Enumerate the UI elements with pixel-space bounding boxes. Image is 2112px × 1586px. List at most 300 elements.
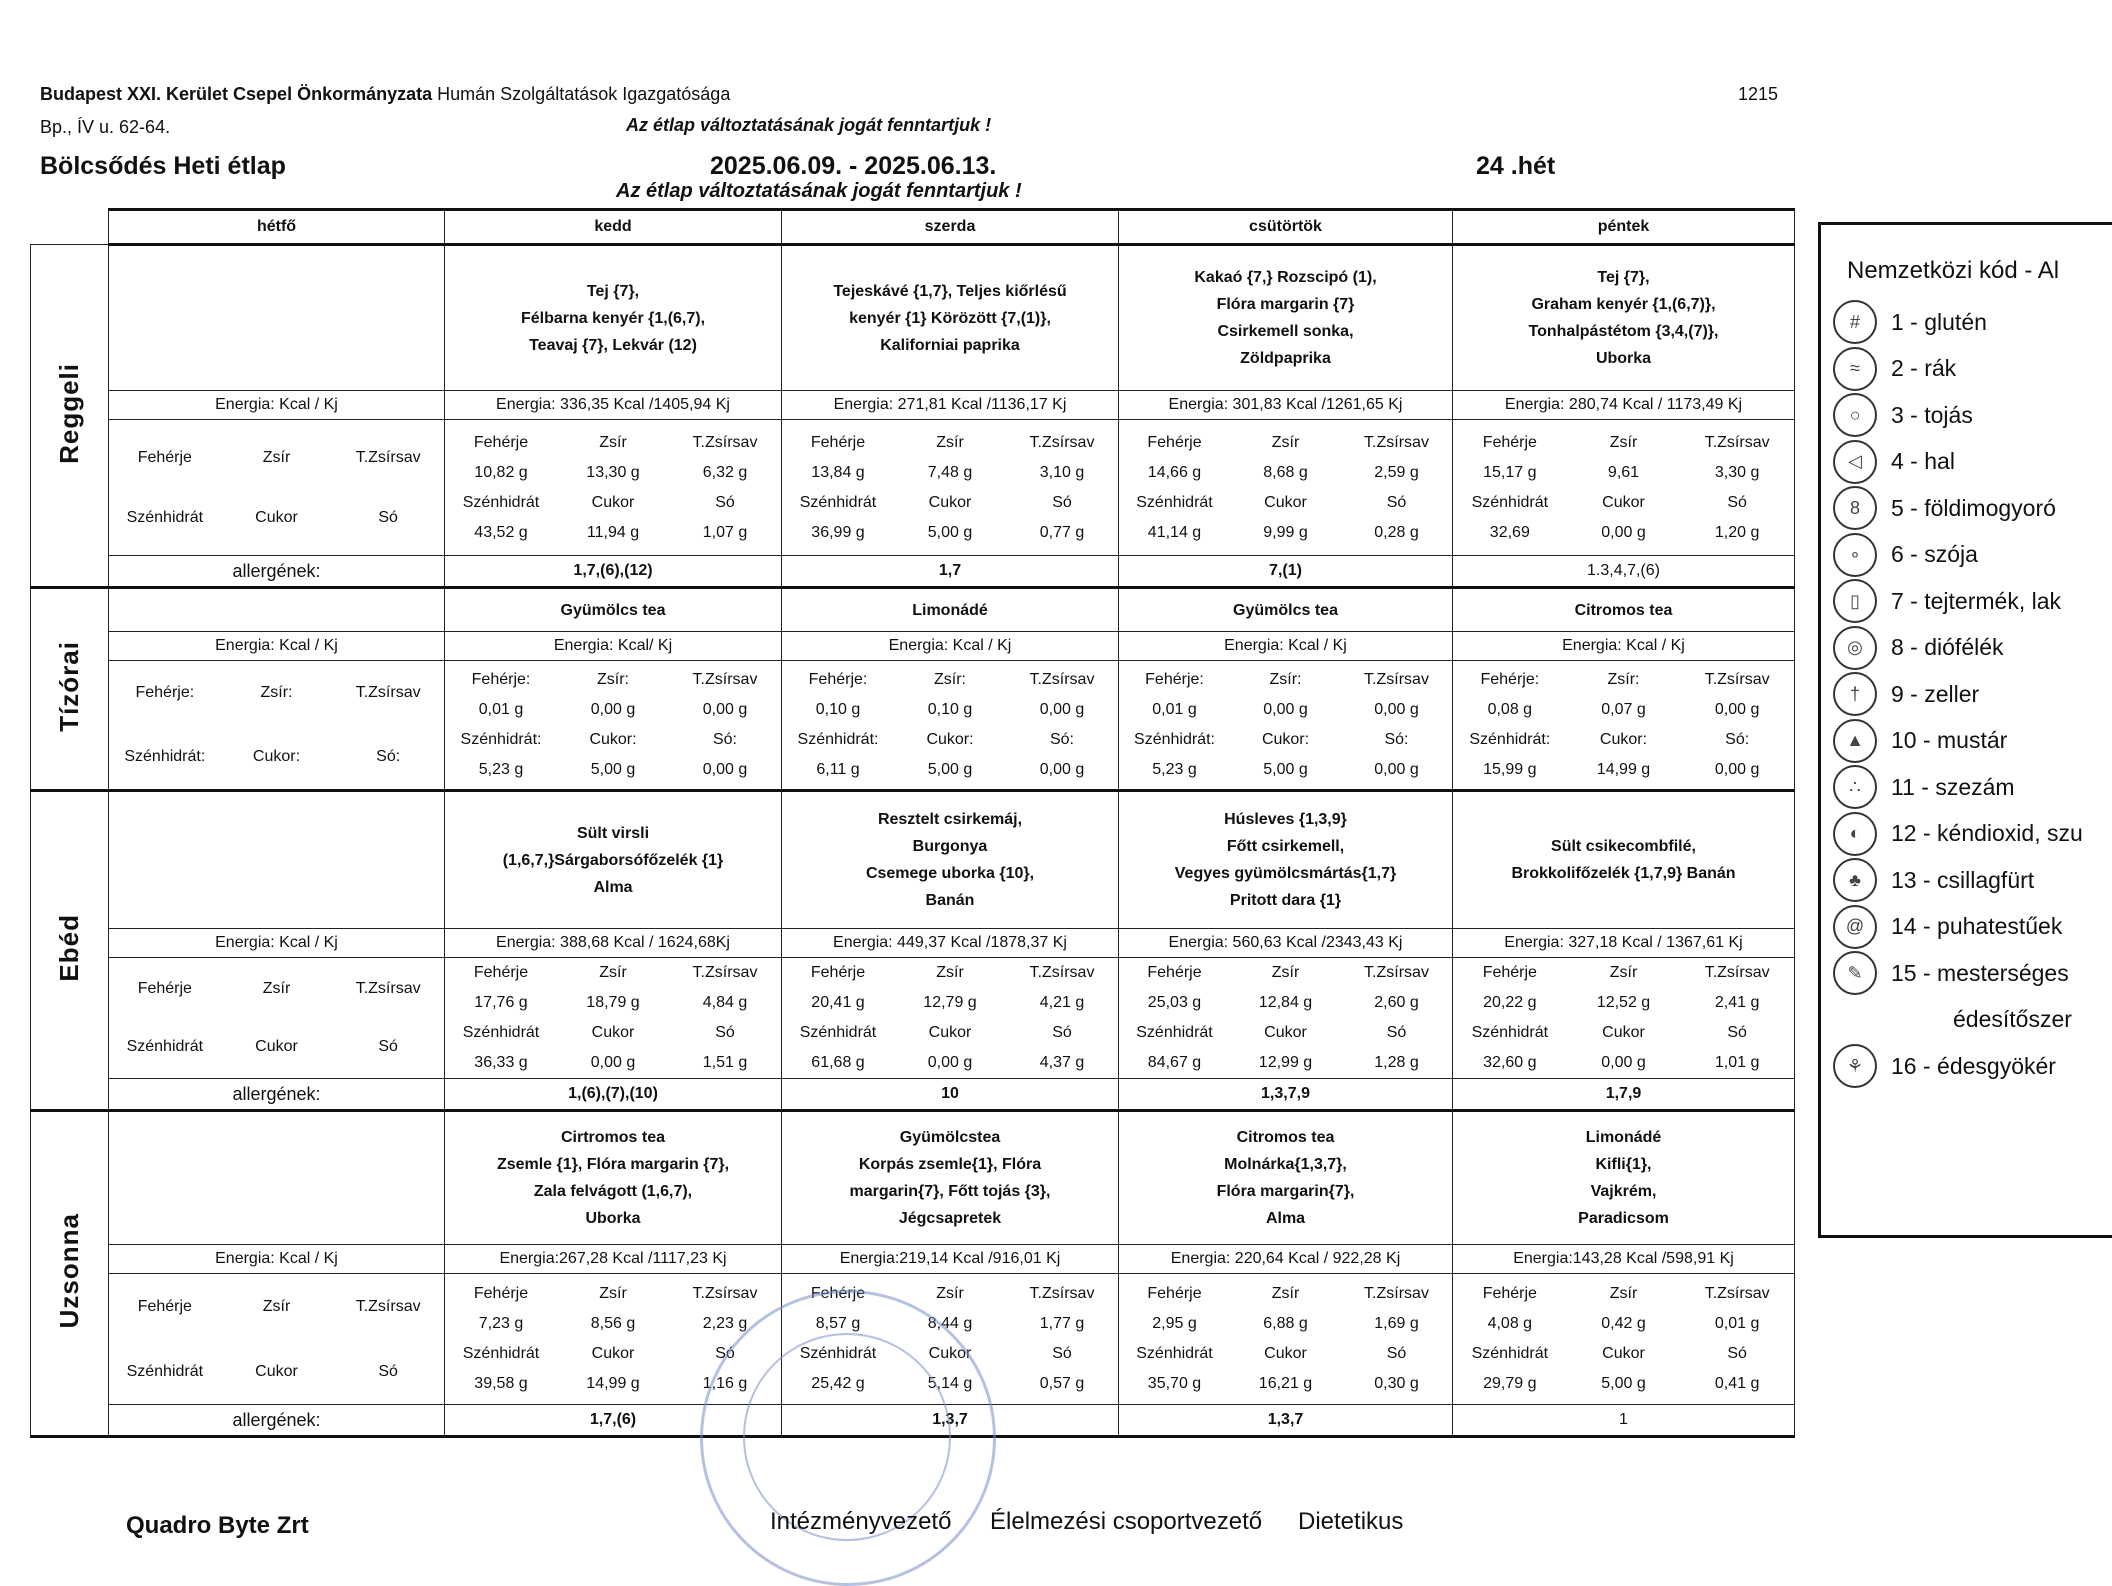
energy-cell: Energia: 336,35 Kcal /1405,94 Kj [445,391,782,420]
dish-text: Cirtromos tea Zsemle {1}, Flóra margarin {7}, Zala felvágott (1,6,7), Uborka [496,1129,730,1227]
nut-value: 2,95 g [1152,1315,1197,1332]
nut-value: 1,16 g [702,1375,748,1392]
legend-item-text: 7 - tejtermék, lak [1891,587,2061,614]
nut-value: 12,99 g [1258,1054,1313,1071]
dish-cell [445,245,782,391]
nut-value: 0,57 g [1039,1375,1085,1392]
energy-cell: Energia: 301,83 Kcal /1261,65 Kj [1119,391,1453,420]
nutrient-cell [109,1274,445,1405]
nut-label: Só [1052,493,1072,511]
allergens-cell: 1,3,7 [1119,1405,1453,1437]
org-line [40,84,730,105]
label-szenhidrat: Szénhidrát [126,508,204,526]
nut-value: 0,00 g [1714,701,1760,718]
nut-value: 29,79 g [1483,1375,1537,1392]
nut-value: 7,48 g [927,463,973,481]
nut-label: Szénhidrát [126,1362,204,1380]
dish-cell [445,791,782,929]
dish-text: Limonádé Kifli{1}, Vajkrém, Paradicsom [1578,1129,1669,1227]
legend-item-text: 14 - puhatestűek [1891,913,2063,940]
nut-label: Cukor [928,1024,972,1041]
address: Bp., ÍV u. 62-64. [40,117,171,137]
label-zsir: Zsír [262,448,291,466]
nut-label: T.Zsírsav [1029,433,1095,451]
energy-cell: Energia: Kcal / Kj [109,391,445,420]
nut-value: 1,69 g [1374,1315,1419,1332]
nut-value: 0,00 g [927,1054,973,1071]
nut-label: Fehérje: [1480,671,1540,688]
nut-value: 2,23 g [702,1315,748,1332]
company-name: Quadro Byte Zrt [126,1512,309,1539]
nut-label: Szénhidrát [1471,493,1549,511]
nut-label: Zsír [262,1297,291,1315]
nut-label: Cukor [1264,493,1307,511]
dish-cell [109,1111,445,1245]
nutrient-cell [1453,1274,1795,1405]
energy-cell: Energia: 327,18 Kcal / 1367,61 Kj [1453,929,1795,958]
nut-label: Szénhidrát [799,1024,877,1041]
nut-value: 0,77 g [1039,523,1085,541]
nut-label: Cukor [591,1024,635,1041]
milk-icon: ▯ [1833,579,1877,623]
dish-cell [445,1111,782,1245]
change-notice: Az étlap változtatásának jogát fenntartjuk ! [626,115,992,135]
nut-value: 5,23 g [1152,761,1197,778]
nut-label: Cukor [1602,493,1645,511]
nut-value: 0,30 g [1374,1375,1419,1392]
nut-value: 15,99 g [1483,761,1537,778]
nut-label: Só [1386,1345,1407,1362]
nut-value: 4,21 g [1039,994,1085,1011]
energy-cell: Energia: 560,63 Kcal /2343,43 Kj [1119,929,1453,958]
nut-label: Só [1052,1345,1072,1362]
dish-text: Gyümölcstea Korpás zsemle{1}, Flóra margarin{7}, Főtt tojás {3}, Jégcsapretek [849,1129,1051,1227]
nut-label: Fehérje [1147,1285,1202,1302]
energy-cell: Energia: Kcal / Kj [782,632,1119,661]
nut-label: Cukor [591,1345,635,1362]
nut-value: 0,00 g [1039,761,1085,778]
energy-cell: Energia: 388,68 Kcal / 1624,68Kj [445,929,782,958]
legend-item-text: 10 - mustár [1891,727,2008,754]
nut-label: Fehérje [1147,964,1202,981]
nut-label: T.Zsírsav [1364,964,1429,981]
nut-label: Só [715,493,735,511]
nut-label: T.Zsírsav [1029,964,1095,981]
nut-value: 0,00 g [1601,1054,1646,1071]
legend-item [1833,904,2112,951]
nut-label: T.Zsírsav [1029,671,1095,688]
signature-catering-lead: Élelmezési csoportvezető [990,1508,1263,1535]
nut-value: 1,77 g [1039,1315,1085,1332]
nut-value: 14,99 g [586,1375,640,1392]
legend-item [1833,625,2112,672]
nut-value: 2,59 g [1374,463,1419,481]
nut-value: 2,60 g [1374,994,1419,1011]
nut-label: Zsír [1271,433,1300,451]
nut-value: 1,07 g [702,523,748,541]
nut-label: Zsír [936,433,964,451]
meal-label-cell [31,1111,109,1437]
nut-value: 5,00 g [590,761,636,778]
nut-value: 7,23 g [478,1315,524,1332]
dish-text: Tejeskávé {1,7}, Teljes kiőrlésű kenyér {1} Körözött {7,(1)}, Kaliforniai paprika [833,282,1067,354]
nut-label: Cukor: [252,748,301,765]
nut-label: Cukor [255,1038,298,1055]
nut-value: 0,00 g [590,701,636,718]
legend-item-text: 2 - rák [1891,355,1957,382]
legend-item [1833,764,2112,811]
nut-label: Fehérje: [471,671,531,688]
celery-icon: † [1833,672,1877,716]
nut-label: Cukor [928,493,972,511]
nut-value: 10,82 g [474,463,528,481]
nut-value: 84,67 g [1147,1054,1202,1071]
nut-label: Szénhidrát [799,493,877,511]
nut-label: Szénhidrát [1136,493,1213,511]
nut-value: 12,84 g [1258,994,1313,1011]
nut-label: Fehérje [473,1285,529,1302]
day-header-friday: péntek [1453,210,1795,245]
nut-label: T.Zsírsav [692,964,758,981]
nut-label: Fehérje: [135,684,195,701]
nut-label: T.Zsírsav [692,671,758,688]
lupin-icon: ♣ [1833,858,1877,902]
allergens-label: allergének: [109,1405,445,1437]
legend-item-continuation: édesítőszer [1953,1006,2072,1033]
day-header-wednesday: szerda [782,210,1119,245]
nut-value: 8,56 g [590,1315,636,1332]
day-header-thursday: csütörtök [1119,210,1453,245]
code-number: 1215 [1738,84,1779,104]
nut-label: Szénhidrát [799,1345,877,1362]
nut-label: T.Zsírsav [355,980,421,997]
dish-cell [1119,791,1453,929]
signature-institution-head: Intézményvezető [770,1508,952,1535]
dish-cell [109,588,445,632]
nut-label: Cukor: [1261,731,1310,748]
nut-value: 0,00 g [1601,523,1646,541]
nut-label: Szénhidrát: [1134,731,1215,748]
label-feherje: Fehérje [137,448,192,466]
org-name: Budapest XXI. Kerület Csepel Önkormányzata [40,84,433,104]
nutrient-cell [782,661,1119,791]
nut-label: Fehérje [810,433,866,451]
nut-value: 43,52 g [474,523,528,541]
nut-label: Szénhidrát [462,493,540,511]
nut-label: T.Zsírsav [355,684,421,701]
nutrient-cell [1453,661,1795,791]
legend-item-text: 13 - csillagfürt [1891,866,2035,893]
nut-label: Cukor [591,493,635,511]
dish-cell: Gyümölcs tea [1119,588,1453,632]
nutrient-cell [109,661,445,791]
allergens-label: allergének: [109,556,445,588]
nut-value: 0,01 g [1152,701,1197,718]
nutrient-cell [109,420,445,556]
nut-value: 14,99 g [1596,761,1651,778]
nut-value: 0,00 g [702,761,748,778]
meal-label-cell [31,245,109,588]
nut-value: 0,08 g [1487,701,1533,718]
nut-value: 32,60 g [1483,1054,1537,1071]
dish-cell [782,245,1119,391]
nut-label: Cukor [1264,1345,1307,1362]
fish-icon: ◁ [1833,440,1877,484]
menu-title: Bölcsődés Heti étlap [40,152,286,180]
dish-text: Kakaó {7,} Rozscipó (1), Flóra margarin {7} Csirkemell sonka, Zöldpaprika [1194,269,1377,367]
legend-item-text: 6 - szója [1891,541,1978,568]
energy-cell: Energia:143,28 Kcal /598,91 Kj [1453,1245,1795,1274]
dish-text: Citromos tea Molnárka{1,3,7}, Flóra margarin{7}, Alma [1216,1129,1355,1227]
nutrient-cell [1453,958,1795,1079]
legend-item [1833,857,2112,904]
nut-label: T.Zsírsav [1704,433,1770,451]
nut-value: 0,00 g [1039,701,1085,718]
nut-value: 5,00 g [927,523,973,541]
nut-label: Fehérje [137,980,192,997]
nut-label: Só [1727,493,1747,511]
nut-label: Fehérje [810,964,866,981]
nut-value: 0,01 g [478,701,524,718]
nut-value: 5,14 g [927,1375,973,1392]
dish-cell: Gyümölcs tea [445,588,782,632]
nut-label: Zsír [1271,964,1300,981]
nut-label: Só [1727,1024,1747,1041]
nut-label: Zsír [599,433,627,451]
nut-label: Zsír [1609,1285,1638,1302]
nut-label: Fehérje [1482,1285,1537,1302]
nut-value: 0,07 g [1601,701,1646,718]
nut-label: Fehérje: [1145,671,1204,688]
legend-item [1833,346,2112,393]
allergens-cell: 1,7,(6),(12) [445,556,782,588]
legend-item-text: 9 - zeller [1891,680,1980,707]
sulphite-icon: ◐ [1833,812,1877,856]
nut-value: 4,08 g [1487,1315,1533,1332]
label-so: Só [378,508,398,526]
nut-value: 39,58 g [474,1375,528,1392]
dish-cell [1119,245,1453,391]
nut-value: 5,00 g [1263,761,1308,778]
allergens-cell: 1.3,4,7,(6) [1453,556,1795,588]
nut-label: Cukor [928,1345,972,1362]
nut-label: Só [378,1038,398,1055]
meal-label-uzsonna: Uzsonna [54,1213,84,1329]
nutrient-cell [1119,661,1453,791]
nut-label: Cukor: [1599,731,1648,748]
dish-cell [782,791,1119,929]
nut-value: 8,68 g [1263,463,1308,481]
nut-label: Zsír [1609,964,1638,981]
nut-label: Só: [1049,731,1074,748]
mollusc-icon: @ [1833,905,1877,949]
nut-label: Só: [1384,731,1409,748]
nut-label: Cukor [1602,1024,1645,1041]
energy-cell: Energia: Kcal / Kj [109,929,445,958]
nutrient-cell [445,420,782,556]
label-cukor: Cukor [255,508,298,526]
nut-label: Szénhidrát [126,1038,204,1055]
nut-value: 20,22 g [1483,994,1537,1011]
soy-icon: ∘ [1833,533,1877,577]
legend-item-text: 5 - földimogyoró [1891,494,2056,521]
nut-value: 5,00 g [1601,1375,1646,1392]
dish-cell: Limonádé [782,588,1119,632]
nut-value: 32,69 [1489,523,1530,541]
nut-value: 8,57 g [815,1315,861,1332]
nutrient-cell [1453,420,1795,556]
wheat-icon: # [1833,300,1877,344]
nut-label: Só [715,1345,735,1362]
dish-cell [1453,791,1795,929]
nut-label: Zsír [1271,1285,1300,1302]
signature-dietitian: Dietetikus [1298,1508,1404,1535]
nut-value: 0,42 g [1601,1315,1646,1332]
nut-label: Zsír [1609,433,1638,451]
nut-value: 0,41 g [1714,1375,1760,1392]
allergens-cell: 1,7,9 [1453,1079,1795,1111]
nut-label: T.Zsírsav [692,433,758,451]
nut-value: 4,84 g [702,994,748,1011]
nut-value: 9,61 [1607,463,1640,481]
nut-label: Fehérje [1482,964,1537,981]
nut-label: Szénhidrát: [797,731,879,748]
nutrient-cell [782,958,1119,1079]
nut-value: 0,00 g [1374,701,1419,718]
nut-label: Fehérje [810,1285,866,1302]
nut-label: T.Zsírsav [1029,1285,1095,1302]
nut-label: Zsír [599,964,627,981]
nut-label: Só: [376,748,401,765]
nut-label: Szénhidrát [1471,1024,1549,1041]
nut-value: 18,79 g [586,994,640,1011]
nut-label: Fehérje [1147,433,1202,451]
legend-item-text: 1 - glutén [1891,308,1987,335]
legend-item-text: 16 - édesgyökér [1891,1052,2056,1079]
energy-cell: Energia: Kcal / Kj [1453,632,1795,661]
nut-label: Szénhidrát [1471,1345,1549,1362]
legend-item [1833,299,2112,346]
nut-value: 15,17 g [1483,463,1537,481]
legend-item [1833,718,2112,765]
nut-value: 16,21 g [1258,1375,1313,1392]
nut-value: 1,51 g [702,1054,748,1071]
day-header-monday: hétfő [109,210,445,245]
nut-label: Fehérje [473,964,529,981]
nut-value: 5,00 g [927,761,973,778]
nut-label: T.Zsírsav [692,1285,758,1302]
allergen-legend [1818,222,2112,1238]
nut-label: Cukor: [926,731,974,748]
nut-label: Só: [712,731,737,748]
nut-label: T.Zsírsav [355,1297,421,1315]
allergens-cell: 1 [1453,1405,1795,1437]
nut-value: 12,52 g [1596,994,1651,1011]
nut-label: Szénhidrát [462,1024,540,1041]
nut-label: Zsír [262,980,291,997]
nut-label: Fehérje [473,433,529,451]
energy-cell: Energia: Kcal / Kj [109,1245,445,1274]
legend-item [1833,578,2112,625]
dish-cell [109,791,445,929]
peanut-icon: 8 [1833,486,1877,530]
nut-value: 0,00 g [1714,761,1760,778]
energy-cell: Energia: 271,81 Kcal /1136,17 Kj [782,391,1119,420]
nut-label: Só [715,1024,735,1041]
nut-label: Cukor [1602,1345,1645,1362]
nut-label: T.Zsírsav [1704,1285,1770,1302]
nut-value: 0,10 g [927,701,973,718]
nut-value: 1,20 g [1714,523,1760,541]
legend-item-text: 8 - diófélék [1891,634,2004,661]
nut-label: Szénhidrát [462,1345,540,1362]
date-range: 2025.06.09. - 2025.06.13. [710,152,997,180]
nut-icon: ◎ [1833,626,1877,670]
nut-label: Cukor [255,1362,298,1380]
nut-value: 0,00 g [590,1054,636,1071]
weekly-menu-table [30,208,1795,1438]
energy-cell: Energia: 449,37 Kcal /1878,37 Kj [782,929,1119,958]
nut-label: Zsír: [1269,671,1302,688]
nut-label: Zsír: [934,671,966,688]
nut-value: 11,94 g [586,523,640,541]
nut-value: 17,76 g [474,994,528,1011]
meal-label-cell [31,791,109,1111]
energy-cell: Energia: Kcal / Kj [1119,632,1453,661]
dish-text: Tej {7}, Graham kenyér {1,(6,7)}, Tonhalpástétom {3,4,(7)}, Uborka [1528,269,1719,367]
nut-value: 6,88 g [1263,1315,1308,1332]
dish-cell [109,245,445,391]
nut-value: 0,01 g [1714,1315,1760,1332]
dish-cell [1453,1111,1795,1245]
nut-label: Só [1727,1345,1747,1362]
nut-label: Szénhidrát [1136,1345,1213,1362]
week-number: 24 .hét [1476,152,1556,180]
nut-value: 25,03 g [1147,994,1202,1011]
legend-item [1833,811,2112,858]
nut-label: Fehérje: [808,671,868,688]
label-tzsirsav: T.Zsírsav [355,448,421,466]
nut-value: 3,30 g [1714,463,1760,481]
nut-label: Cukor [1264,1024,1307,1041]
nut-label: Fehérje [137,1297,192,1315]
nut-label: Szénhidrát [1136,1024,1213,1041]
nut-value: 14,66 g [1147,463,1202,481]
nutrient-cell [1119,1274,1453,1405]
legend-item [1833,1043,2112,1090]
nut-label: T.Zsírsav [1364,1285,1429,1302]
nut-value: 61,68 g [811,1054,865,1071]
nut-label: T.Zsírsav [1704,671,1770,688]
nut-value: 0,28 g [1374,523,1419,541]
nut-value: 3,10 g [1039,463,1085,481]
nut-value: 4,37 g [1039,1054,1085,1071]
meal-label-tizorai: Tízórai [54,641,84,732]
nut-label: T.Zsírsav [1364,433,1429,451]
nut-label: Zsír [936,1285,964,1302]
legend-item [1833,532,2112,579]
nut-value: 36,33 g [474,1054,528,1071]
nut-value: 0,00 g [1374,761,1419,778]
nut-label: Só [1052,1024,1072,1041]
nut-label: Szénhidrát: [1469,731,1551,748]
meal-label-reggeli: Reggeli [54,362,84,464]
nut-value: 41,14 g [1147,523,1202,541]
nut-value: 36,99 g [811,523,865,541]
dish-cell [1119,1111,1453,1245]
energy-cell: Energia: 280,74 Kcal / 1173,49 Kj [1453,391,1795,420]
dish-cell [1453,245,1795,391]
